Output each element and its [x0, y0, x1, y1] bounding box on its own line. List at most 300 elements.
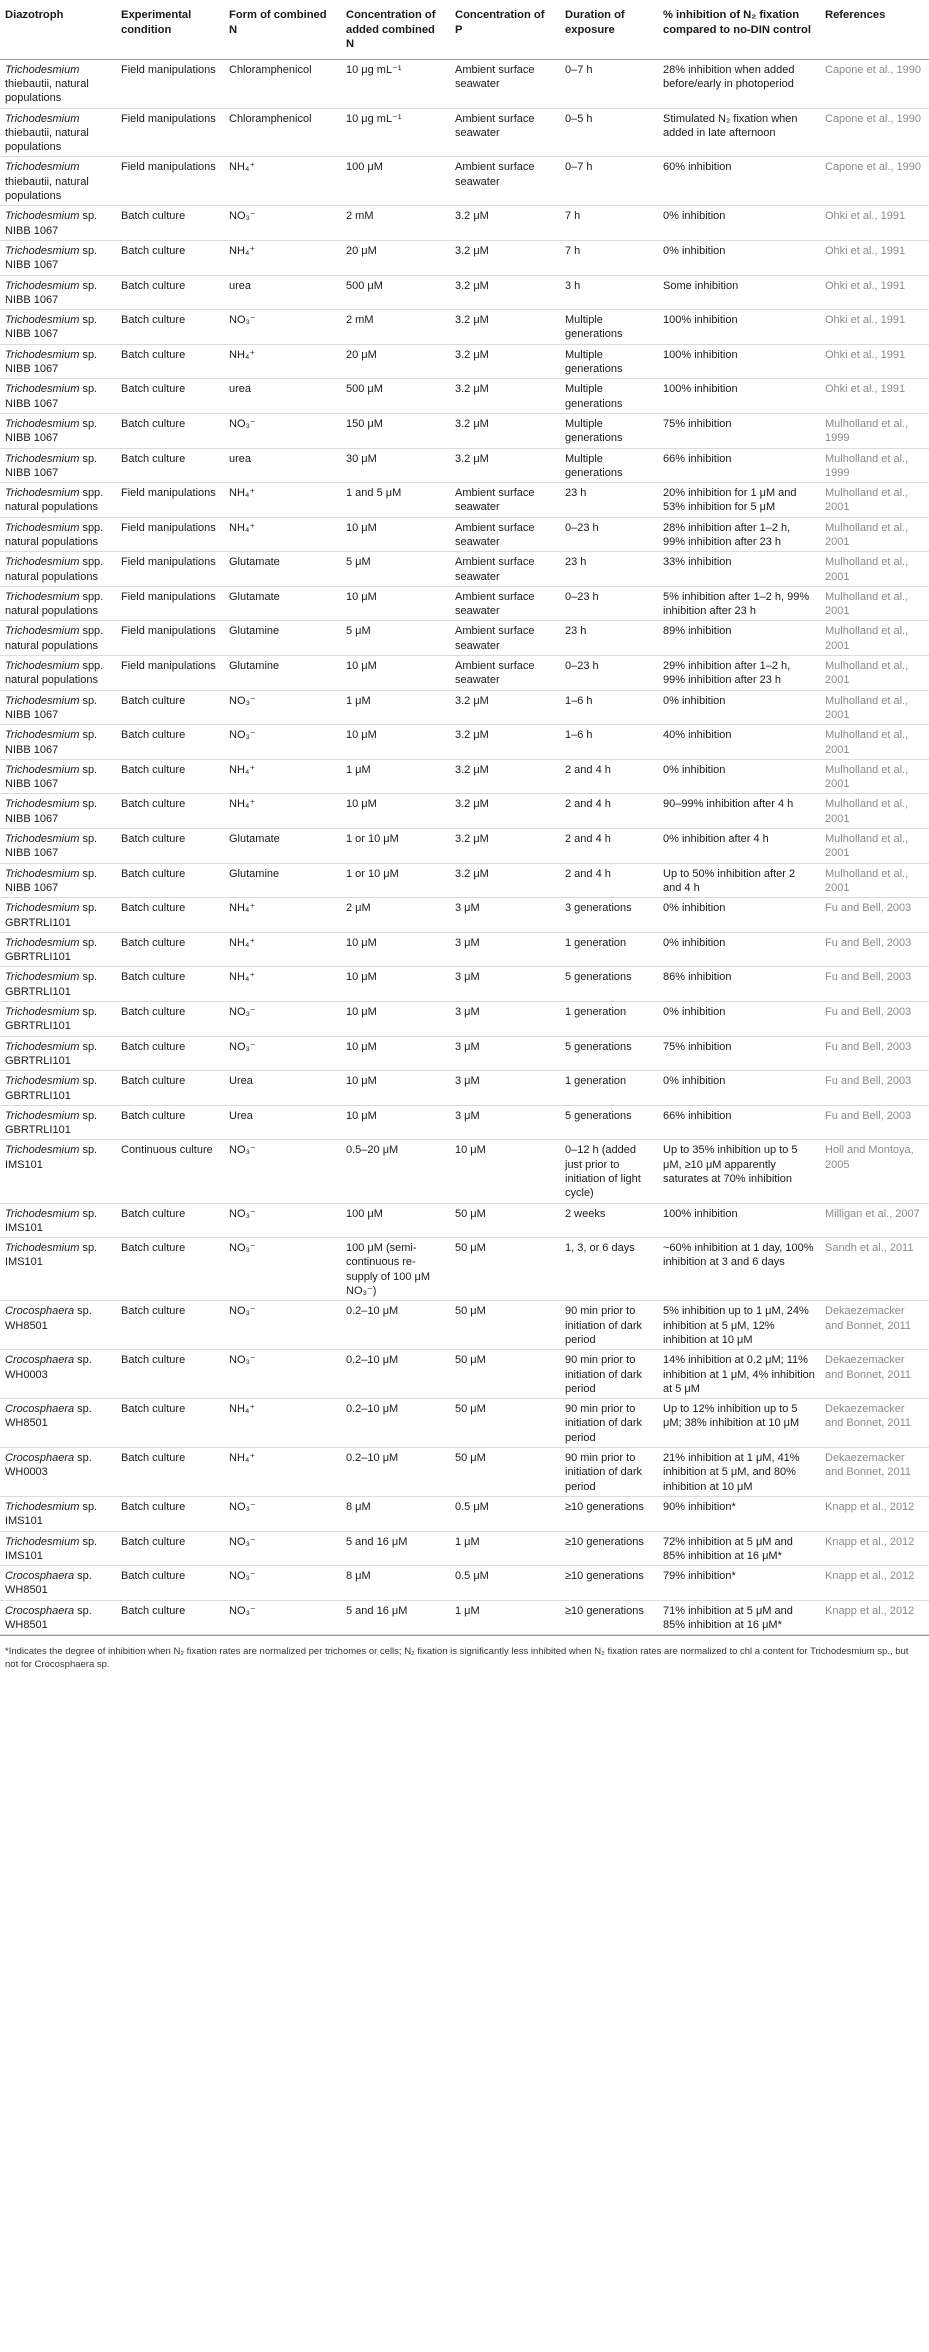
- cell-form-of-combined-n: NO₃⁻: [224, 1238, 341, 1301]
- cell-inhibition: 75% inhibition: [658, 1036, 820, 1071]
- cell-diazotroph: [0, 621, 116, 656]
- cell-concentration-p: 50 μM: [450, 1238, 560, 1301]
- cell-concentration-p: Ambient surface seawater: [450, 108, 560, 157]
- cell-concentration-p: 3.2 μM: [450, 794, 560, 829]
- cell-diazotroph: [0, 967, 116, 1002]
- genus-name: Trichodesmium: [5, 63, 80, 76]
- cell-experimental-condition: Batch culture: [116, 310, 224, 345]
- cell-reference[interactable]: Holl and Montoya, 2005: [820, 1140, 929, 1203]
- cell-inhibition: 0% inhibition: [658, 759, 820, 794]
- cell-duration: 0–7 h: [560, 59, 658, 108]
- species-name: spp. natural populations: [5, 590, 104, 618]
- cell-experimental-condition: Batch culture: [116, 829, 224, 864]
- cell-concentration-p: 3 μM: [450, 1105, 560, 1140]
- cell-concentration-n: 10 μM: [341, 586, 450, 621]
- cell-inhibition: 90% inhibition*: [658, 1496, 820, 1531]
- cell-concentration-n: 8 μM: [341, 1496, 450, 1531]
- cell-concentration-p: 3.2 μM: [450, 690, 560, 725]
- cell-form-of-combined-n: NO₃⁻: [224, 1036, 341, 1071]
- species-name: sp. GBRTRLI101: [5, 971, 98, 998]
- cell-experimental-condition: Batch culture: [116, 1350, 224, 1399]
- cell-reference[interactable]: Mulholland et al., 2001: [820, 483, 929, 518]
- table-footnote: *Indicates the degree of inhibition when N₂ fixation rates are normalized per trichomes or cells; N₂ fixation is significantly less inhibited when N₂ fixation rates are normalized to chl a content for Trichodesmium sp., but not for Crocosphaera sp.: [0, 1635, 929, 1672]
- cell-reference[interactable]: Ohki et al., 1991: [820, 310, 929, 345]
- cell-diazotroph: [0, 1071, 116, 1106]
- cell-experimental-condition: Batch culture: [116, 1531, 224, 1566]
- cell-experimental-condition: Batch culture: [116, 413, 224, 448]
- cell-diazotroph: [0, 59, 116, 108]
- table-row: [0, 690, 929, 725]
- cell-diazotroph: [0, 552, 116, 587]
- cell-reference[interactable]: Mulholland et al., 2001: [820, 690, 929, 725]
- cell-concentration-n: 5 μM: [341, 621, 450, 656]
- cell-inhibition: 0% inhibition: [658, 690, 820, 725]
- cell-form-of-combined-n: NO₃⁻: [224, 1002, 341, 1037]
- cell-duration: 0–12 h (added just prior to initiation of light cycle): [560, 1140, 658, 1203]
- cell-reference[interactable]: Mulholland et al., 2001: [820, 586, 929, 621]
- cell-reference[interactable]: Mulholland et al., 1999: [820, 413, 929, 448]
- cell-inhibition: 0% inhibition: [658, 898, 820, 933]
- cell-duration: ≥10 generations: [560, 1600, 658, 1635]
- cell-form-of-combined-n: NO₃⁻: [224, 1140, 341, 1203]
- cell-experimental-condition: Field manipulations: [116, 517, 224, 552]
- cell-inhibition: 89% inhibition: [658, 621, 820, 656]
- cell-diazotroph: [0, 1036, 116, 1071]
- cell-duration: ≥10 generations: [560, 1566, 658, 1601]
- cell-reference[interactable]: Ohki et al., 1991: [820, 240, 929, 275]
- cell-duration: 23 h: [560, 483, 658, 518]
- cell-experimental-condition: Field manipulations: [116, 483, 224, 518]
- cell-concentration-p: 3 μM: [450, 967, 560, 1002]
- cell-reference[interactable]: Dekaezemacker and Bonnet, 2011: [820, 1448, 929, 1497]
- cell-concentration-n: 1 or 10 μM: [341, 863, 450, 898]
- species-name: sp. NIBB 1067: [5, 417, 98, 445]
- cell-diazotroph: [0, 344, 116, 379]
- cell-concentration-n: 100 μM (semi-continuous re-supply of 100 μM NO₃⁻): [341, 1238, 450, 1301]
- cell-reference[interactable]: Capone et al., 1990: [820, 108, 929, 157]
- table-row: [0, 1071, 929, 1106]
- genus-name: Trichodesmium: [5, 112, 80, 125]
- cell-experimental-condition: Batch culture: [116, 898, 224, 933]
- cell-concentration-n: 500 μM: [341, 379, 450, 414]
- table-row: [0, 1238, 929, 1301]
- genus-name: Trichodesmium: [5, 1242, 80, 1255]
- genus-name: Trichodesmium: [5, 244, 80, 257]
- cell-form-of-combined-n: NH₄⁺: [224, 517, 341, 552]
- cell-reference[interactable]: Mulholland et al., 2001: [820, 863, 929, 898]
- cell-inhibition: 75% inhibition: [658, 413, 820, 448]
- species-name: sp. NIBB 1067: [5, 383, 98, 410]
- species-name: sp. NIBB 1067: [5, 763, 98, 791]
- cell-form-of-combined-n: urea: [224, 448, 341, 483]
- cell-experimental-condition: Batch culture: [116, 932, 224, 967]
- cell-form-of-combined-n: Glutamine: [224, 656, 341, 691]
- cell-duration: 0–23 h: [560, 586, 658, 621]
- cell-diazotroph: [0, 413, 116, 448]
- table-row: [0, 344, 929, 379]
- table-body: [0, 59, 929, 1635]
- cell-concentration-n: 20 μM: [341, 344, 450, 379]
- header-diazotroph: Diazotroph: [0, 0, 116, 59]
- cell-concentration-n: 10 μg mL⁻¹: [341, 59, 450, 108]
- cell-form-of-combined-n: NH₄⁺: [224, 759, 341, 794]
- species-name: sp. GBRTRLI101: [5, 1040, 98, 1067]
- header-inhibition: % inhibition of N₂ fixation compared to no-DIN control: [658, 0, 820, 59]
- cell-experimental-condition: Batch culture: [116, 690, 224, 725]
- cell-form-of-combined-n: NH₄⁺: [224, 157, 341, 206]
- table-row: [0, 1105, 929, 1140]
- cell-duration: 23 h: [560, 552, 658, 587]
- table-row: [0, 517, 929, 552]
- cell-concentration-n: 0.2–10 μM: [341, 1301, 450, 1350]
- table-row: [0, 1002, 929, 1037]
- cell-reference[interactable]: Capone et al., 1990: [820, 157, 929, 206]
- table-row: [0, 1036, 929, 1071]
- cell-reference[interactable]: Capone et al., 1990: [820, 59, 929, 108]
- cell-reference[interactable]: Fu and Bell, 2003: [820, 967, 929, 1002]
- cell-diazotroph: [0, 379, 116, 414]
- cell-concentration-p: Ambient surface seawater: [450, 59, 560, 108]
- genus-name: Trichodesmium: [5, 936, 80, 949]
- table-row: [0, 413, 929, 448]
- genus-name: Trichodesmium: [5, 1109, 80, 1122]
- cell-reference[interactable]: Mulholland et al., 2001: [820, 621, 929, 656]
- cell-diazotroph: [0, 656, 116, 691]
- species-name: spp. natural populations: [5, 556, 104, 583]
- cell-experimental-condition: Batch culture: [116, 1600, 224, 1635]
- cell-inhibition: 100% inhibition: [658, 379, 820, 414]
- cell-inhibition: 40% inhibition: [658, 725, 820, 760]
- cell-reference[interactable]: Fu and Bell, 2003: [820, 1002, 929, 1037]
- cell-form-of-combined-n: NO₃⁻: [224, 1531, 341, 1566]
- cell-duration: Multiple generations: [560, 344, 658, 379]
- cell-duration: 2 weeks: [560, 1203, 658, 1238]
- cell-form-of-combined-n: NH₄⁺: [224, 240, 341, 275]
- cell-reference[interactable]: Mulholland et al., 2001: [820, 552, 929, 587]
- species-name: sp. NIBB 1067: [5, 348, 98, 376]
- cell-diazotroph: [0, 483, 116, 518]
- genus-name: Trichodesmium: [5, 487, 80, 500]
- cell-diazotroph: [0, 794, 116, 829]
- cell-duration: 3 h: [560, 275, 658, 310]
- cell-concentration-n: 1 μM: [341, 759, 450, 794]
- cell-reference[interactable]: Mulholland et al., 2001: [820, 656, 929, 691]
- cell-diazotroph: [0, 586, 116, 621]
- species-name: thiebautii, natural populations: [5, 175, 89, 203]
- cell-form-of-combined-n: NH₄⁺: [224, 344, 341, 379]
- genus-name: Trichodesmium: [5, 1144, 80, 1157]
- species-name: sp. IMS101: [5, 1242, 98, 1269]
- cell-experimental-condition: Batch culture: [116, 1301, 224, 1350]
- cell-reference[interactable]: Ohki et al., 1991: [820, 275, 929, 310]
- cell-form-of-combined-n: Glutamine: [224, 863, 341, 898]
- species-name: sp. GBRTRLI101: [5, 936, 98, 964]
- species-name: sp. NIBB 1067: [5, 279, 98, 306]
- cell-diazotroph: [0, 275, 116, 310]
- table-row: [0, 863, 929, 898]
- cell-inhibition: ~60% inhibition at 1 day, 100% inhibition at 3 and 6 days: [658, 1238, 820, 1301]
- cell-experimental-condition: Batch culture: [116, 1071, 224, 1106]
- cell-reference[interactable]: Ohki et al., 1991: [820, 206, 929, 241]
- species-name: sp. GBRTRLI101: [5, 902, 98, 929]
- cell-concentration-p: 3.2 μM: [450, 240, 560, 275]
- cell-form-of-combined-n: NO₃⁻: [224, 1566, 341, 1601]
- genus-name: Trichodesmium: [5, 1207, 80, 1220]
- cell-form-of-combined-n: NO₃⁻: [224, 413, 341, 448]
- cell-diazotroph: [0, 759, 116, 794]
- genus-name: Trichodesmium: [5, 867, 80, 880]
- table-row: [0, 829, 929, 864]
- genus-name: Trichodesmium: [5, 729, 80, 742]
- cell-reference[interactable]: Knapp et al., 2012: [820, 1566, 929, 1601]
- cell-reference[interactable]: Fu and Bell, 2003: [820, 1036, 929, 1071]
- table-row: [0, 1203, 929, 1238]
- table-row: [0, 157, 929, 206]
- cell-duration: 90 min prior to initiation of dark period: [560, 1350, 658, 1399]
- cell-concentration-n: 10 μM: [341, 1071, 450, 1106]
- cell-reference[interactable]: Mulholland et al., 2001: [820, 759, 929, 794]
- species-name: sp. IMS101: [5, 1535, 98, 1562]
- header-concentration-n: Concentration of added combined N: [341, 0, 450, 59]
- cell-diazotroph: [0, 690, 116, 725]
- cell-experimental-condition: Batch culture: [116, 1238, 224, 1301]
- cell-inhibition: Up to 12% inhibition up to 5 μM; 38% inhibition at 10 μM: [658, 1399, 820, 1448]
- cell-inhibition: 28% inhibition when added before/early in photoperiod: [658, 59, 820, 108]
- cell-concentration-p: 3.2 μM: [450, 344, 560, 379]
- cell-concentration-p: 3.2 μM: [450, 725, 560, 760]
- cell-experimental-condition: Batch culture: [116, 1566, 224, 1601]
- species-name: sp. WH8501: [5, 1403, 92, 1430]
- cell-reference[interactable]: Mulholland et al., 2001: [820, 829, 929, 864]
- cell-form-of-combined-n: NH₄⁺: [224, 1448, 341, 1497]
- cell-inhibition: 100% inhibition: [658, 310, 820, 345]
- cell-form-of-combined-n: urea: [224, 379, 341, 414]
- table-row: [0, 1600, 929, 1635]
- cell-duration: 1 generation: [560, 1071, 658, 1106]
- table-row: [0, 59, 929, 108]
- cell-concentration-p: Ambient surface seawater: [450, 656, 560, 691]
- genus-name: Trichodesmium: [5, 625, 80, 638]
- cell-form-of-combined-n: Glutamate: [224, 552, 341, 587]
- species-name: sp. GBRTRLI101: [5, 1109, 98, 1137]
- cell-reference[interactable]: Knapp et al., 2012: [820, 1600, 929, 1635]
- cell-concentration-n: 0.2–10 μM: [341, 1448, 450, 1497]
- cell-form-of-combined-n: Chloramphenicol: [224, 59, 341, 108]
- cell-duration: 23 h: [560, 621, 658, 656]
- table-row: [0, 1301, 929, 1350]
- genus-name: Trichodesmium: [5, 348, 80, 361]
- cell-concentration-p: 10 μM: [450, 1140, 560, 1203]
- cell-reference[interactable]: Mulholland et al., 2001: [820, 517, 929, 552]
- cell-reference[interactable]: Sandh et al., 2011: [820, 1238, 929, 1301]
- table-row: [0, 759, 929, 794]
- cell-diazotroph: [0, 1238, 116, 1301]
- cell-diazotroph: [0, 1140, 116, 1203]
- table-row: [0, 1496, 929, 1531]
- cell-concentration-n: 5 and 16 μM: [341, 1600, 450, 1635]
- cell-inhibition: 21% inhibition at 1 μM, 41% inhibition at 5 μM, and 80% inhibition at 10 μM: [658, 1448, 820, 1497]
- table-row: [0, 932, 929, 967]
- cell-reference[interactable]: Dekaezemacker and Bonnet, 2011: [820, 1301, 929, 1350]
- cell-form-of-combined-n: NO₃⁻: [224, 1600, 341, 1635]
- table-row: [0, 1566, 929, 1601]
- cell-form-of-combined-n: Urea: [224, 1105, 341, 1140]
- cell-concentration-p: 50 μM: [450, 1399, 560, 1448]
- cell-concentration-p: Ambient surface seawater: [450, 157, 560, 206]
- cell-inhibition: Stimulated N₂ fixation when added in late afternoon: [658, 108, 820, 157]
- table-row: [0, 310, 929, 345]
- cell-concentration-p: 0.5 μM: [450, 1566, 560, 1601]
- species-name: sp. IMS101: [5, 1500, 98, 1528]
- cell-diazotroph: [0, 517, 116, 552]
- table-row: [0, 794, 929, 829]
- cell-experimental-condition: Batch culture: [116, 240, 224, 275]
- genus-name: Trichodesmium: [5, 314, 80, 327]
- cell-experimental-condition: Batch culture: [116, 448, 224, 483]
- cell-diazotroph: [0, 932, 116, 967]
- cell-inhibition: 0% inhibition: [658, 1002, 820, 1037]
- cell-experimental-condition: Continuous culture: [116, 1140, 224, 1203]
- cell-experimental-condition: Field manipulations: [116, 59, 224, 108]
- cell-diazotroph: [0, 157, 116, 206]
- header-experimental-condition: Experimental condition: [116, 0, 224, 59]
- cell-form-of-combined-n: NH₄⁺: [224, 967, 341, 1002]
- cell-concentration-n: 10 μM: [341, 1105, 450, 1140]
- cell-concentration-n: 2 μM: [341, 898, 450, 933]
- cell-diazotroph: [0, 725, 116, 760]
- species-name: sp. GBRTRLI101: [5, 1075, 98, 1102]
- cell-concentration-p: 3 μM: [450, 932, 560, 967]
- cell-concentration-p: 3.2 μM: [450, 275, 560, 310]
- cell-reference[interactable]: Ohki et al., 1991: [820, 379, 929, 414]
- header-references: References: [820, 0, 929, 59]
- cell-reference[interactable]: Fu and Bell, 2003: [820, 932, 929, 967]
- cell-diazotroph: [0, 1531, 116, 1566]
- species-name: sp. NIBB 1067: [5, 833, 98, 860]
- cell-form-of-combined-n: NH₄⁺: [224, 1399, 341, 1448]
- cell-form-of-combined-n: NO₃⁻: [224, 690, 341, 725]
- table-row: [0, 1350, 929, 1399]
- cell-form-of-combined-n: NO₃⁻: [224, 725, 341, 760]
- cell-duration: 90 min prior to initiation of dark period: [560, 1399, 658, 1448]
- species-name: sp. WH8501: [5, 1305, 92, 1332]
- cell-concentration-n: 2 mM: [341, 206, 450, 241]
- cell-diazotroph: [0, 863, 116, 898]
- cell-duration: 2 and 4 h: [560, 794, 658, 829]
- table-row: [0, 1140, 929, 1203]
- cell-diazotroph: [0, 240, 116, 275]
- cell-concentration-n: 10 μg mL⁻¹: [341, 108, 450, 157]
- cell-inhibition: 0% inhibition: [658, 932, 820, 967]
- cell-form-of-combined-n: Chloramphenicol: [224, 108, 341, 157]
- cell-inhibition: Some inhibition: [658, 275, 820, 310]
- genus-name: Trichodesmium: [5, 417, 80, 430]
- cell-diazotroph: [0, 1496, 116, 1531]
- genus-name: Trichodesmium: [5, 798, 80, 811]
- cell-concentration-p: 0.5 μM: [450, 1496, 560, 1531]
- genus-name: Trichodesmium: [5, 383, 80, 396]
- cell-form-of-combined-n: NO₃⁻: [224, 1350, 341, 1399]
- genus-name: Crocosphaera: [5, 1305, 75, 1318]
- cell-duration: 1 generation: [560, 1002, 658, 1037]
- cell-inhibition: 0% inhibition after 4 h: [658, 829, 820, 864]
- cell-duration: 2 and 4 h: [560, 863, 658, 898]
- cell-reference[interactable]: Fu and Bell, 2003: [820, 898, 929, 933]
- cell-diazotroph: [0, 829, 116, 864]
- table-row: [0, 621, 929, 656]
- cell-experimental-condition: Batch culture: [116, 1036, 224, 1071]
- cell-reference[interactable]: Fu and Bell, 2003: [820, 1105, 929, 1140]
- cell-diazotroph: [0, 1203, 116, 1238]
- cell-duration: 2 and 4 h: [560, 759, 658, 794]
- cell-duration: 0–23 h: [560, 517, 658, 552]
- species-name: sp. GBRTRLI101: [5, 1006, 98, 1033]
- cell-reference[interactable]: Ohki et al., 1991: [820, 344, 929, 379]
- cell-inhibition: 71% inhibition at 5 μM and 85% inhibition at 16 μM*: [658, 1600, 820, 1635]
- cell-concentration-n: 10 μM: [341, 932, 450, 967]
- species-name: sp. NIBB 1067: [5, 244, 98, 272]
- species-name: sp. NIBB 1067: [5, 210, 98, 237]
- cell-duration: 2 and 4 h: [560, 829, 658, 864]
- cell-concentration-p: 3.2 μM: [450, 829, 560, 864]
- cell-duration: 0–5 h: [560, 108, 658, 157]
- cell-duration: 5 generations: [560, 967, 658, 1002]
- cell-form-of-combined-n: NH₄⁺: [224, 794, 341, 829]
- cell-experimental-condition: Field manipulations: [116, 157, 224, 206]
- table-row: [0, 275, 929, 310]
- cell-concentration-n: 10 μM: [341, 517, 450, 552]
- cell-concentration-p: Ambient surface seawater: [450, 621, 560, 656]
- cell-inhibition: 28% inhibition after 1–2 h, 99% inhibition after 23 h: [658, 517, 820, 552]
- cell-reference[interactable]: Mulholland et al., 2001: [820, 725, 929, 760]
- cell-reference[interactable]: Knapp et al., 2012: [820, 1531, 929, 1566]
- genus-name: Trichodesmium: [5, 590, 80, 603]
- cell-concentration-n: 10 μM: [341, 725, 450, 760]
- cell-diazotroph: [0, 1399, 116, 1448]
- cell-concentration-n: 10 μM: [341, 794, 450, 829]
- cell-experimental-condition: Batch culture: [116, 379, 224, 414]
- cell-concentration-n: 0.5–20 μM: [341, 1140, 450, 1203]
- cell-concentration-p: 3.2 μM: [450, 448, 560, 483]
- cell-reference[interactable]: Milligan et al., 2007: [820, 1203, 929, 1238]
- cell-reference[interactable]: Dekaezemacker and Bonnet, 2011: [820, 1399, 929, 1448]
- cell-duration: 0–7 h: [560, 157, 658, 206]
- cell-reference[interactable]: Dekaezemacker and Bonnet, 2011: [820, 1350, 929, 1399]
- cell-concentration-p: 50 μM: [450, 1301, 560, 1350]
- cell-reference[interactable]: Knapp et al., 2012: [820, 1496, 929, 1531]
- cell-diazotroph: [0, 108, 116, 157]
- cell-inhibition: 66% inhibition: [658, 448, 820, 483]
- cell-duration: Multiple generations: [560, 448, 658, 483]
- cell-reference[interactable]: Mulholland et al., 2001: [820, 794, 929, 829]
- cell-reference[interactable]: Mulholland et al., 1999: [820, 448, 929, 483]
- cell-inhibition: 0% inhibition: [658, 240, 820, 275]
- cell-experimental-condition: Batch culture: [116, 1105, 224, 1140]
- cell-form-of-combined-n: NO₃⁻: [224, 1301, 341, 1350]
- cell-reference[interactable]: Fu and Bell, 2003: [820, 1071, 929, 1106]
- table-row: [0, 1531, 929, 1566]
- genus-name: Trichodesmium: [5, 161, 80, 174]
- genus-name: Trichodesmium: [5, 971, 80, 984]
- cell-experimental-condition: Batch culture: [116, 344, 224, 379]
- header-duration: Duration of exposure: [560, 0, 658, 59]
- cell-concentration-p: Ambient surface seawater: [450, 586, 560, 621]
- cell-experimental-condition: Batch culture: [116, 759, 224, 794]
- genus-name: Trichodesmium: [5, 279, 80, 292]
- header-concentration-p: Concentration of P: [450, 0, 560, 59]
- genus-name: Trichodesmium: [5, 763, 80, 776]
- cell-diazotroph: [0, 310, 116, 345]
